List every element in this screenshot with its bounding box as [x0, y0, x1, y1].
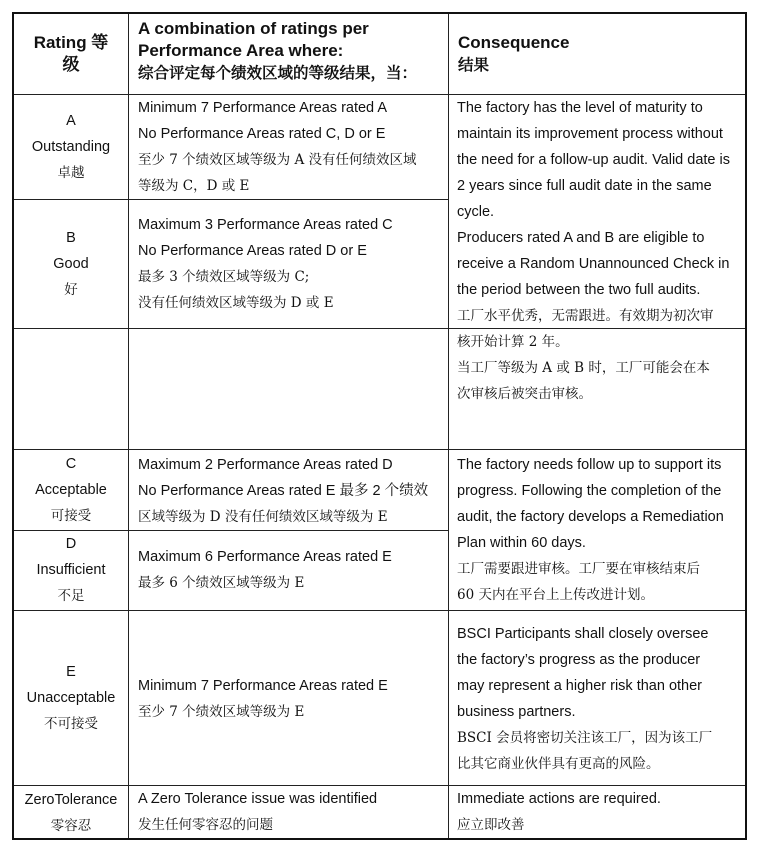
consequence-zero-tolerance [448, 786, 748, 838]
rating-zero-tolerance [14, 785, 128, 840]
consequence-line: 工厂需要跟进审核。工厂要在审核结束后 [457, 561, 700, 577]
criteria-line: Maximum 3 Performance Areas rated C [138, 217, 393, 233]
criteria-line: No Performance Areas rated E 最多 2 个绩效 [138, 483, 429, 499]
rating-name-cn: 不足 [57, 588, 85, 604]
header-combination-line: A combination of ratings per [138, 19, 369, 38]
rating-name: Outstanding [31, 138, 111, 155]
criteria-line: A Zero Tolerance issue was identified [138, 791, 378, 807]
consequence-line: the factory’s progress as the producer [457, 652, 701, 668]
consequence-line: 当工厂等级为 A 或 B 时，工厂可能会在本 [457, 360, 710, 376]
criteria-line: 至少 7 个绩效区域等级为 A 没有任何绩效区域 [138, 152, 417, 168]
criteria-c [128, 452, 448, 530]
rating-name: Insufficient [36, 562, 106, 578]
consequence-line: Plan within 60 days. [457, 535, 586, 551]
rating-name: Acceptable [35, 481, 107, 498]
consequence-line: progress. Following the completion of the [457, 483, 722, 499]
rating-letter: D [65, 536, 77, 552]
rating-letter: B [66, 229, 76, 246]
criteria-line: 等级为 C，D 或 E [138, 178, 250, 194]
rating-letter: A [66, 112, 76, 129]
consequence-line: BSCI Participants shall closely oversee [457, 626, 709, 642]
rating-name-cn: 卓越 [57, 164, 85, 181]
header-combination [128, 18, 448, 84]
consequence-line: BSCI 会员将密切关注该工厂，因为该工厂 [457, 730, 713, 746]
criteria-line: 区域等级为 D 没有任何绩效区域等级为 E [138, 509, 388, 525]
consequence-line: The factory has the level of maturity to [457, 100, 703, 116]
consequence-line: audit, the factory develops a Remediation [457, 509, 724, 525]
criteria-line: 最多 3 个绩效区域等级为 C; [138, 269, 310, 285]
rating-name-cn: 零容忍 [50, 817, 92, 834]
criteria-line: Minimum 7 Performance Areas rated A [138, 100, 388, 116]
consequence-line: 2 years since full audit date in the same [457, 178, 712, 194]
header-combination-cn: 综合评定每个绩效区域的等级结果，当： [138, 64, 418, 82]
rating-name-cn: 不可接受 [44, 715, 98, 732]
rating-name-cn: 可接受 [50, 507, 92, 524]
consequence-line: Producers rated A and B are eligible to [457, 230, 705, 246]
rating-name: Unacceptable [26, 689, 116, 706]
criteria-a [128, 95, 448, 199]
criteria-line: No Performance Areas rated D or E [138, 243, 367, 259]
rating-name: ZeroTolerance [24, 791, 118, 808]
consequence-line: 60 天内在平台上上传改进计划。 [457, 587, 654, 603]
header-combination-line: Performance Area where: [138, 41, 344, 60]
rating-name-cn: 好 [64, 281, 78, 298]
criteria-line: 至少 7 个绩效区域等级为 E [138, 704, 305, 720]
rating-name: Good [53, 255, 89, 272]
consequence-line: the period between the two full audits. [457, 282, 701, 298]
criteria-b [128, 212, 448, 316]
consequence-line: 应立即改善 [457, 817, 525, 833]
criteria-line: 最多 6 个绩效区域等级为 E [138, 575, 305, 591]
criteria-e [128, 673, 448, 725]
header-rating-label: Rating 等级 [33, 33, 109, 74]
consequence-line: The factory needs follow up to support its [457, 457, 722, 473]
rating-a [14, 94, 128, 199]
criteria-line: Minimum 7 Performance Areas rated E [138, 678, 388, 694]
consequence-line: business partners. [457, 704, 576, 720]
header-rating [14, 14, 128, 94]
criteria-line: 发生任何零容忍的问题 [138, 817, 273, 833]
criteria-line: Maximum 6 Performance Areas rated E [138, 549, 392, 565]
criteria-line: No Performance Areas rated C, D or E [138, 126, 386, 142]
consequence-line: 比其它商业伙伴具有更高的风险。 [457, 756, 660, 772]
consequence-line: receive a Random Unannounced Check in [457, 256, 730, 272]
consequence-line: 核开始计算 2 年。 [457, 334, 569, 350]
consequence-line: cycle. [457, 204, 495, 220]
consequence-e [448, 621, 748, 777]
consequence-line: may represent a higher risk than other [457, 678, 703, 694]
rating-table [12, 12, 747, 840]
rating-c [14, 449, 128, 530]
criteria-zero-tolerance [128, 786, 448, 838]
header-consequence-en: Consequence [458, 33, 570, 52]
consequence-line: Immediate actions are required. [457, 791, 661, 807]
rating-letter: E [66, 663, 76, 680]
rating-letter: C [65, 455, 77, 472]
rating-b [14, 199, 128, 328]
criteria-line: Maximum 2 Performance Areas rated D [138, 457, 393, 473]
criteria-line: 没有任何绩效区域等级为 D 或 E [138, 295, 334, 311]
criteria-d [128, 544, 448, 596]
consequence-line: maintain its improvement process without [457, 126, 723, 142]
rating-e [14, 610, 128, 785]
consequence-line: 次审核后被突击审核。 [457, 386, 592, 402]
rating-d [14, 530, 128, 610]
header-consequence-cn: 结果 [458, 56, 490, 74]
consequence-line: the need for a follow-up audit. Valid date is [457, 152, 730, 168]
consequence-ab [448, 95, 748, 407]
consequence-cd [448, 452, 748, 608]
consequence-line: 工厂水平优秀，无需跟进。有效期为初次审 [457, 308, 714, 324]
header-consequence [448, 32, 748, 76]
